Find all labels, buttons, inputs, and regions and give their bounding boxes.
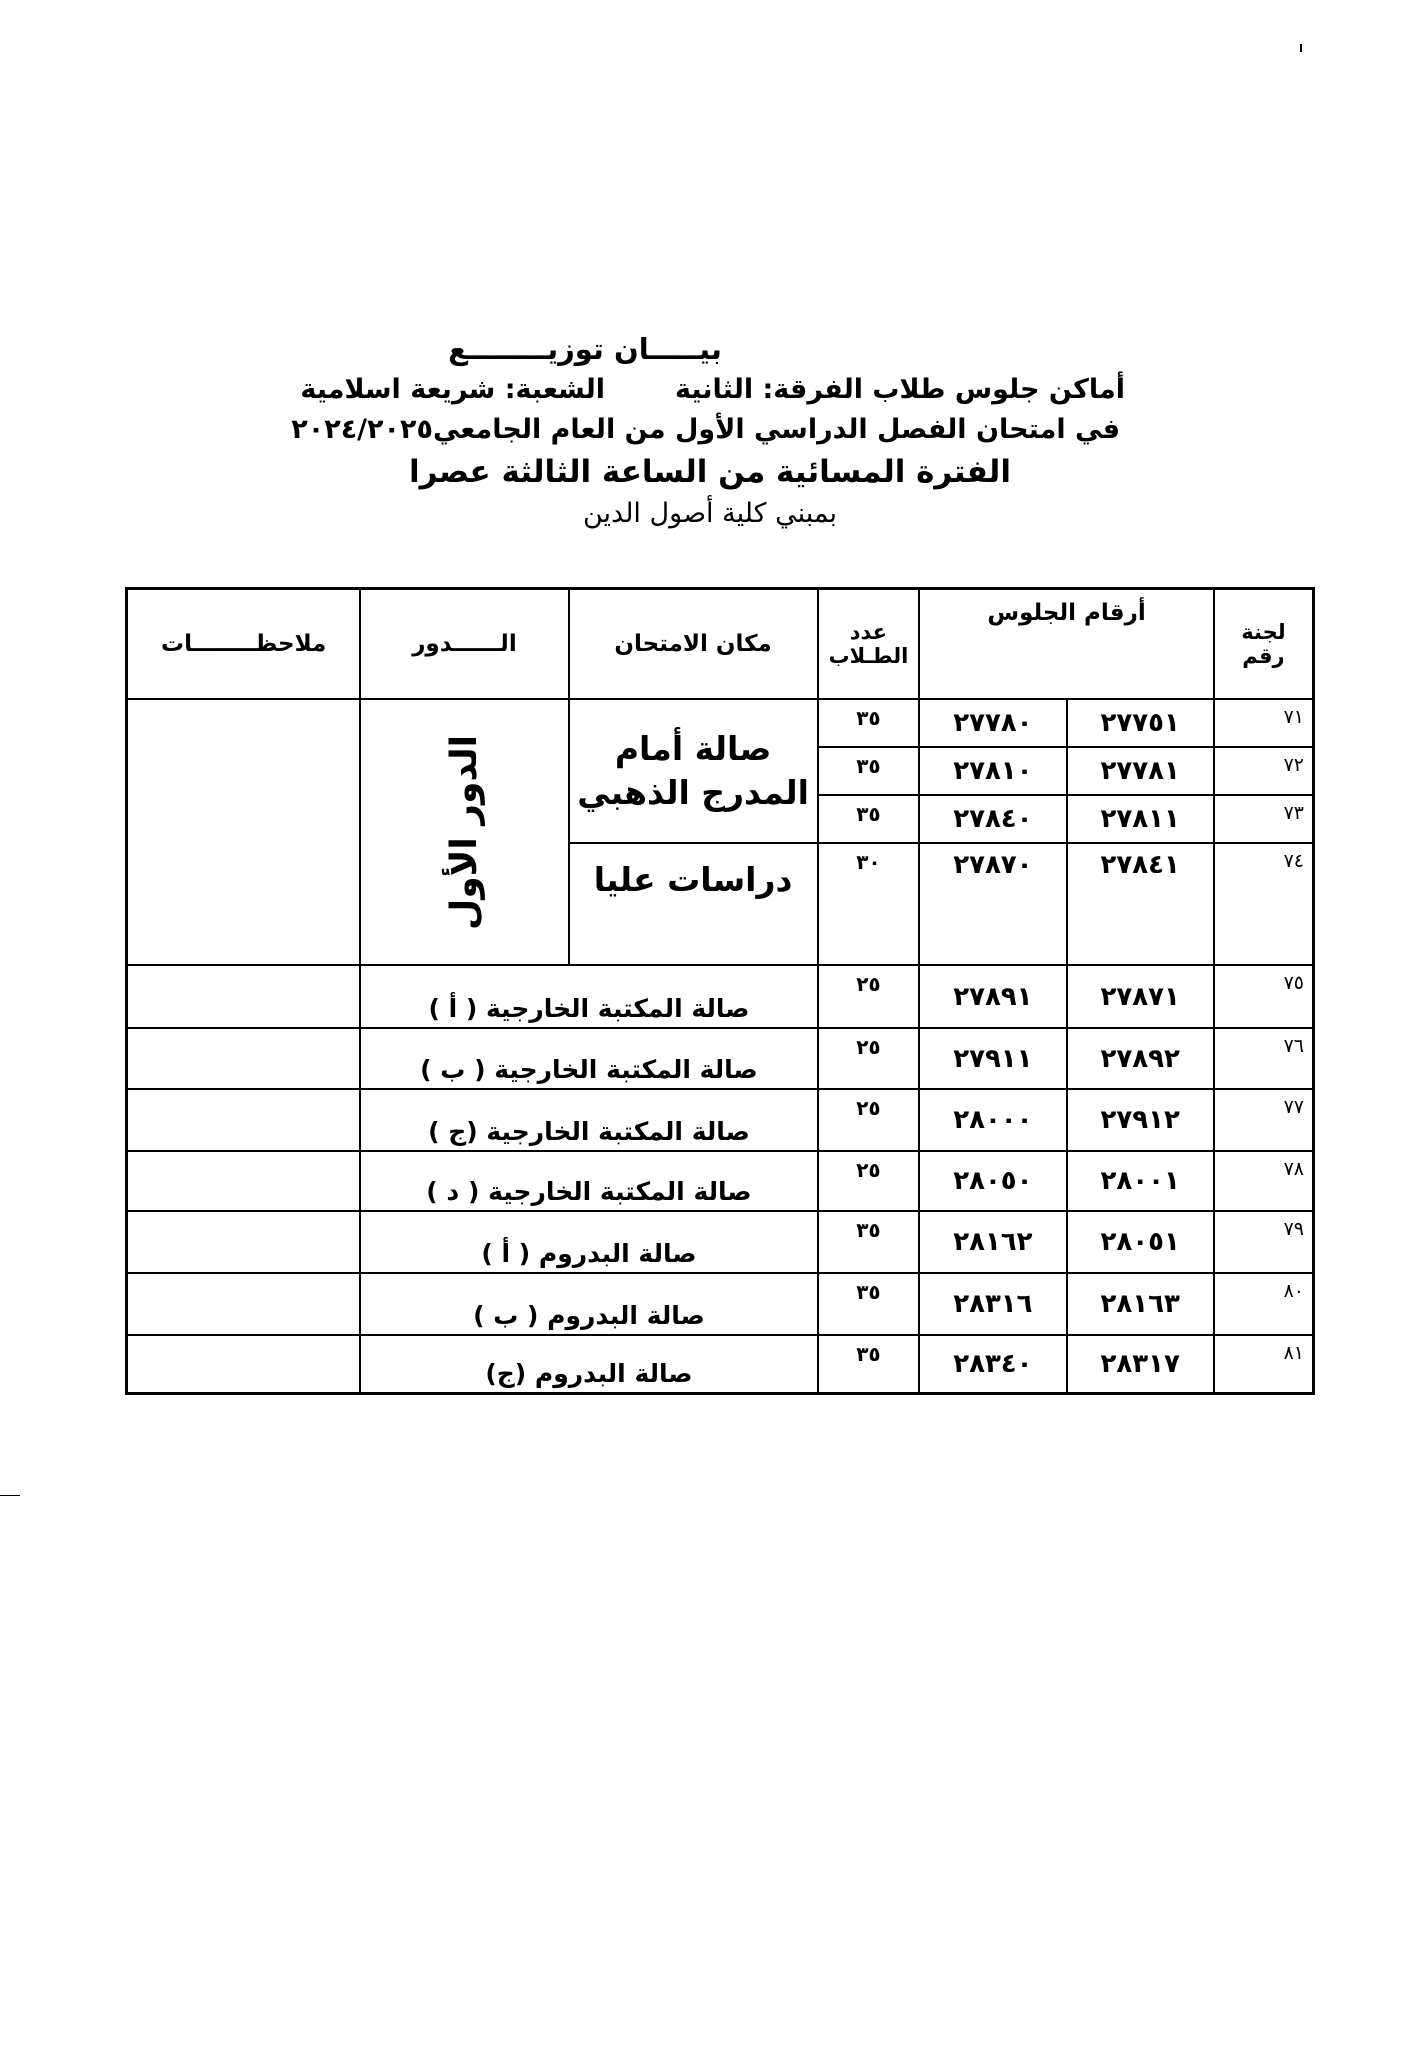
committee-number: ٨٠: [1214, 1273, 1314, 1335]
table-header-row: [127, 589, 1314, 700]
student-count: ٢٥: [818, 1089, 920, 1151]
header-committee: لجنة رقم: [1214, 589, 1314, 700]
seat-from: ٢٧٨٤١: [1067, 843, 1214, 965]
seat-from: ٢٧٩١٢: [1067, 1089, 1214, 1151]
table-row: [127, 1273, 1314, 1335]
seat-to: ٢٧٨٩١: [919, 965, 1066, 1028]
seat-to: ٢٨٣١٦: [919, 1273, 1066, 1335]
exam-hall: صالة البدروم ( ب ): [360, 1273, 817, 1335]
student-count: ٢٥: [818, 1028, 920, 1089]
table-row: [127, 1028, 1314, 1089]
seat-to: ٢٧٧٨٠: [919, 699, 1066, 747]
seat-to: ٢٧٨١٠: [919, 747, 1066, 795]
student-count: ٣٥: [818, 699, 920, 747]
header-notes: ملاحظــــــــات: [127, 589, 361, 700]
table-row: [127, 699, 1314, 747]
student-count: ٣٥: [818, 795, 920, 843]
floor-label: الدور الأول: [443, 734, 485, 930]
student-count: ٣٥: [818, 1211, 920, 1273]
notes-cell: [127, 1151, 361, 1211]
exam-hall: صالة المكتبة الخارجية ( ب ): [360, 1028, 817, 1089]
student-count: ٢٥: [818, 1151, 920, 1211]
seat-from: ٢٧٧٥١: [1067, 699, 1214, 747]
seat-to: ٢٨٠٥٠: [919, 1151, 1066, 1211]
student-count: ٣٥: [818, 1273, 920, 1335]
header-exam-place: مكان الامتحان: [569, 589, 818, 700]
heading-building: بمبني كلية أصول الدين: [582, 498, 838, 529]
table-row: [127, 1089, 1314, 1151]
committee-number: ٧١: [1214, 699, 1314, 747]
exam-hall: صالة البدروم (ج): [360, 1335, 817, 1393]
notes-cell: [127, 965, 361, 1028]
exam-hall: صالة المكتبة الخارجية ( د ): [360, 1151, 817, 1211]
committee-number: ٨١: [1214, 1335, 1314, 1393]
seat-to: ٢٧٨٧٠: [919, 843, 1066, 965]
notes-cell: [127, 1273, 361, 1335]
notes-cell: [127, 1211, 361, 1273]
scan-mark: [0, 1495, 20, 1496]
table-row: [127, 1335, 1314, 1393]
exam-hall: صالة المكتبة الخارجية (ج ): [360, 1089, 817, 1151]
committee-number: ٧٢: [1214, 747, 1314, 795]
exam-place-group-1: صالة أمام المدرج الذهبي: [569, 699, 818, 843]
notes-cell: [127, 1089, 361, 1151]
table-row: [127, 1211, 1314, 1273]
committee-number: ٧٣: [1214, 795, 1314, 843]
student-count: ٢٥: [818, 965, 920, 1028]
seat-to: ٢٨٠٠٠: [919, 1089, 1066, 1151]
committee-number: ٧٥: [1214, 965, 1314, 1028]
seat-to: ٢٧٨٤٠: [919, 795, 1066, 843]
seat-from: ٢٧٧٨١: [1067, 747, 1214, 795]
seat-from: ٢٧٨٩٢: [1067, 1028, 1214, 1089]
header-floor: الــــــدور: [360, 589, 568, 700]
committee-number: ٧٧: [1214, 1089, 1314, 1151]
notes-cell: [127, 1028, 361, 1089]
student-count: ٣٥: [818, 747, 920, 795]
table-row: [127, 1151, 1314, 1211]
exam-hall: صالة البدروم ( أ ): [360, 1211, 817, 1273]
seat-from: ٢٨٠٠١: [1067, 1151, 1214, 1211]
header-student-count: عدد الطـلاب: [818, 589, 920, 700]
floor-cell: [360, 699, 568, 965]
committee-number: ٧٤: [1214, 843, 1314, 965]
student-count: ٣٥: [818, 1335, 920, 1393]
seat-from: ٢٨٠٥١: [1067, 1211, 1214, 1273]
seat-to: ٢٨١٦٢: [919, 1211, 1066, 1273]
heading-period: الفترة المسائية من الساعة الثالثة عصرا: [409, 454, 1011, 490]
exam-place-group-2: دراسات عليا: [569, 843, 818, 965]
seat-from: ٢٨١٦٣: [1067, 1273, 1214, 1335]
seat-from: ٢٨٣١٧: [1067, 1335, 1214, 1393]
exam-hall: صالة المكتبة الخارجية ( أ ): [360, 965, 817, 1028]
header-seat-numbers: أرقام الجلوس: [919, 589, 1214, 700]
seat-from: ٢٧٨١١: [1067, 795, 1214, 843]
committee-number: ٧٨: [1214, 1151, 1314, 1211]
student-count: ٣٠: [818, 843, 920, 965]
seat-from: ٢٧٨٧١: [1067, 965, 1214, 1028]
heading-division: الشعبة: شريعة اسلامية: [300, 374, 605, 405]
seat-to: ٢٨٣٤٠: [919, 1335, 1066, 1393]
heading-line-class-division: [200, 370, 1220, 410]
seating-table: [125, 587, 1315, 1395]
document-heading: [200, 328, 1220, 534]
notes-cell: [127, 1335, 361, 1393]
table-row: [127, 965, 1314, 1028]
committee-number: ٧٦: [1214, 1028, 1314, 1089]
scan-mark: [1300, 44, 1302, 52]
notes-cell: [127, 699, 361, 965]
seat-to: ٢٧٩١١: [919, 1028, 1066, 1089]
heading-exam-term: في امتحان الفصل الدراسي الأول من العام الجامعي٢٠٢٤/٢٠٢٥: [291, 414, 1120, 445]
committee-number: ٧٩: [1214, 1211, 1314, 1273]
document-title: بيـــــان توزيــــــــع: [448, 332, 722, 366]
heading-class: أماكن جلوس طلاب الفرقة: الثانية: [675, 374, 1125, 405]
